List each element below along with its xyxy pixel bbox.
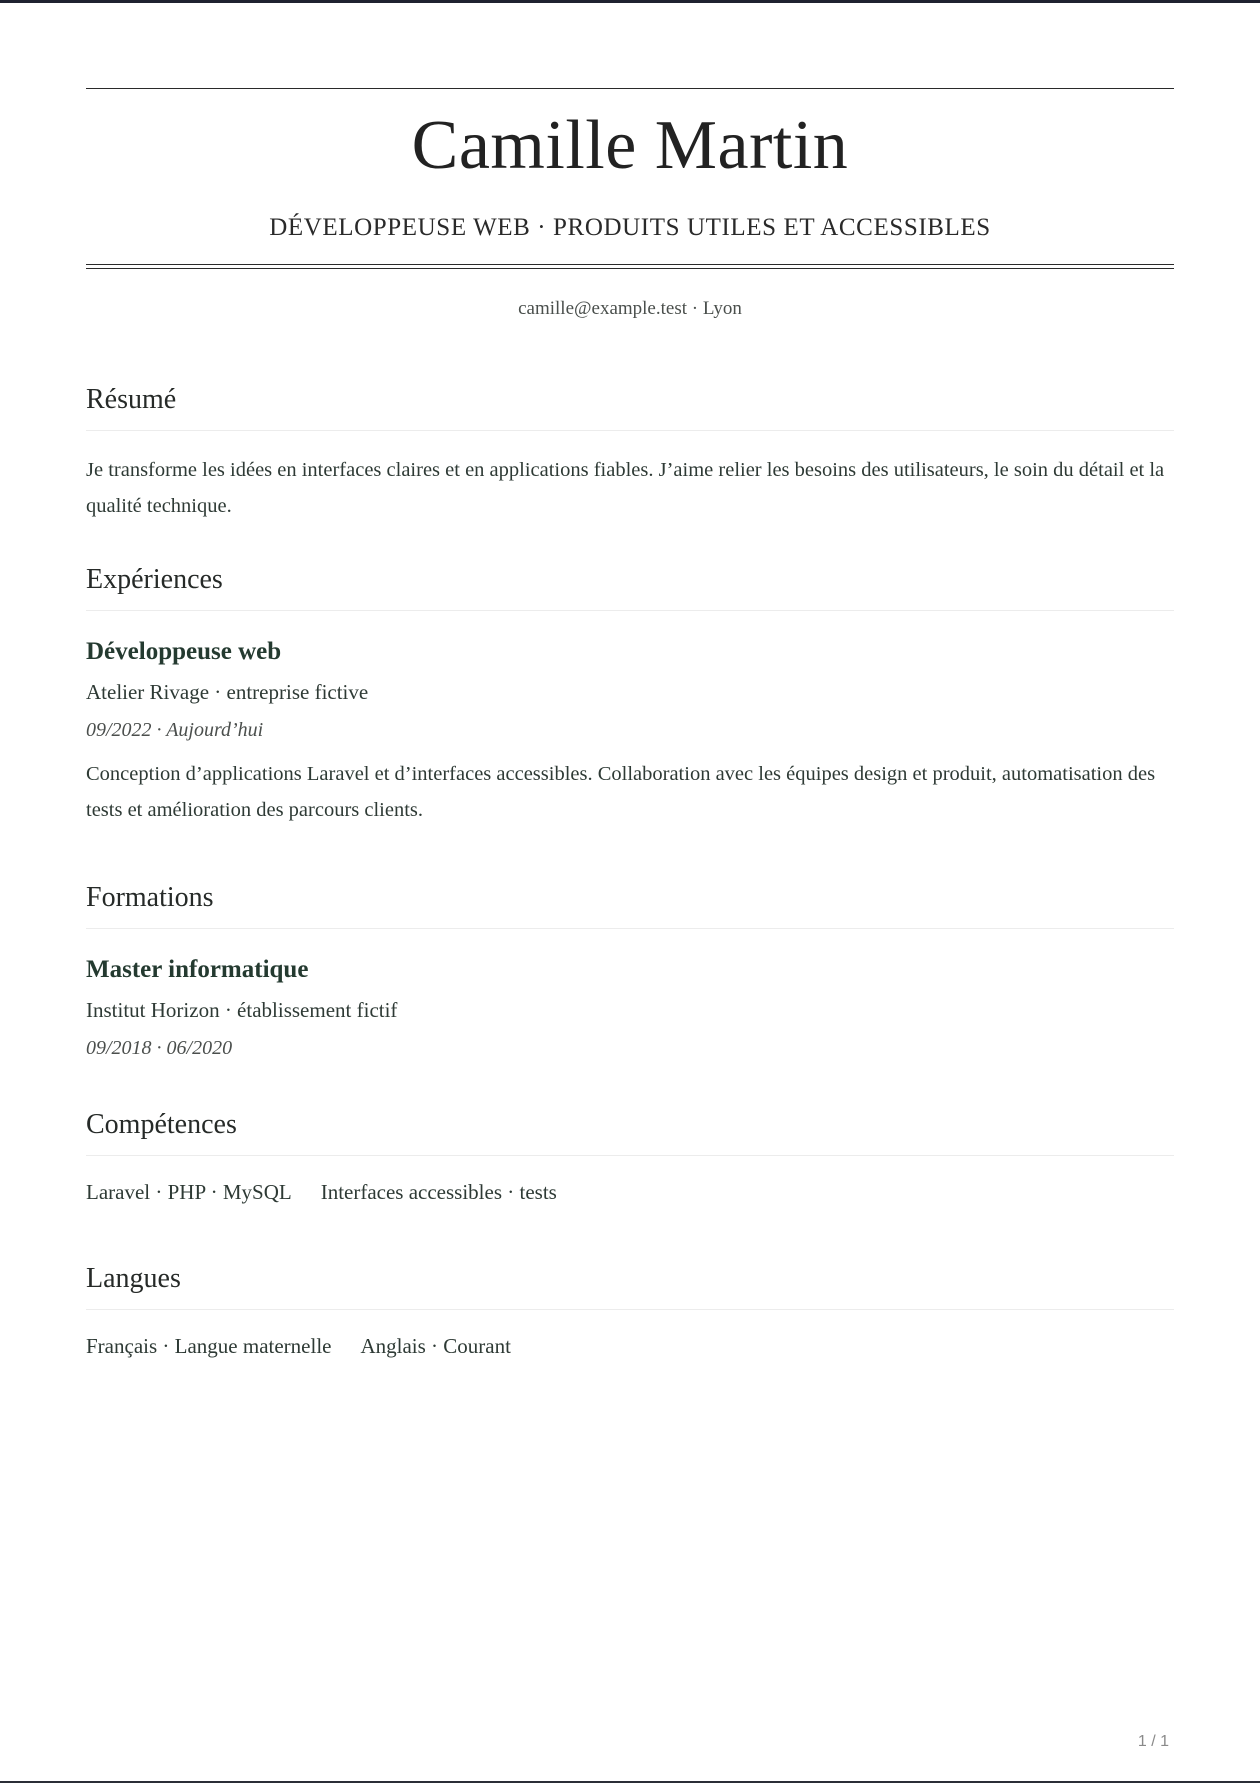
experience-dates: 09/2022 · Aujourd’hui [86, 719, 264, 741]
languages-list [86, 1336, 1174, 1357]
experience-role: Développeuse web [86, 638, 282, 665]
summary-section [86, 386, 1174, 524]
education-heading: Formations [86, 884, 1174, 929]
languages-section [86, 1265, 1174, 1357]
skill-item: Interfaces accessibles · tests [320, 1180, 557, 1204]
header-double-rule [86, 264, 1174, 269]
candidate-headline: DÉVELOPPEUSE WEB · PRODUITS UTILES ET ACCESSIBLES [269, 214, 991, 241]
skills-section [86, 1111, 1174, 1203]
experience-org: Atelier Rivage · entreprise fictive [86, 680, 369, 704]
education-dates: 09/2018 · 06/2020 [86, 1037, 233, 1059]
summary-heading: Résumé [86, 386, 1174, 431]
skill-item: Laravel · PHP · MySQL [86, 1180, 292, 1204]
contact-line: camille@example.test · Lyon [518, 298, 742, 319]
languages-heading: Langues [86, 1265, 1174, 1310]
candidate-name: Camille Martin [411, 107, 849, 184]
experience-entry [86, 639, 1174, 828]
resume-page [86, 88, 1174, 1358]
education-org: Institut Horizon · établissement fictif [86, 998, 398, 1022]
experience-description: Conception d’applications Laravel et d’interfaces accessibles. Collaboration avec les équipes design et produit, automatisation des tests et amélioration des parcours clients. [86, 763, 1156, 821]
page-number: 1 / 1 [1137, 1733, 1169, 1750]
skills-heading: Compétences [86, 1111, 1174, 1156]
skills-list [86, 1182, 1174, 1203]
education-entry [86, 957, 1174, 1058]
top-border [0, 0, 1260, 3]
education-degree: Master informatique [86, 956, 309, 983]
header-top-rule [86, 88, 1174, 89]
language-item: Français · Langue maternelle [86, 1334, 332, 1358]
experience-heading: Expériences [86, 566, 1174, 611]
education-section [86, 884, 1174, 1058]
language-item: Anglais · Courant [360, 1334, 511, 1358]
experience-section [86, 566, 1174, 828]
summary-text: Je transforme les idées en interfaces claires et en applications fiables. J’aime relier les besoins des utilisateurs, le soin du détail et la qualité technique. [86, 459, 1165, 517]
